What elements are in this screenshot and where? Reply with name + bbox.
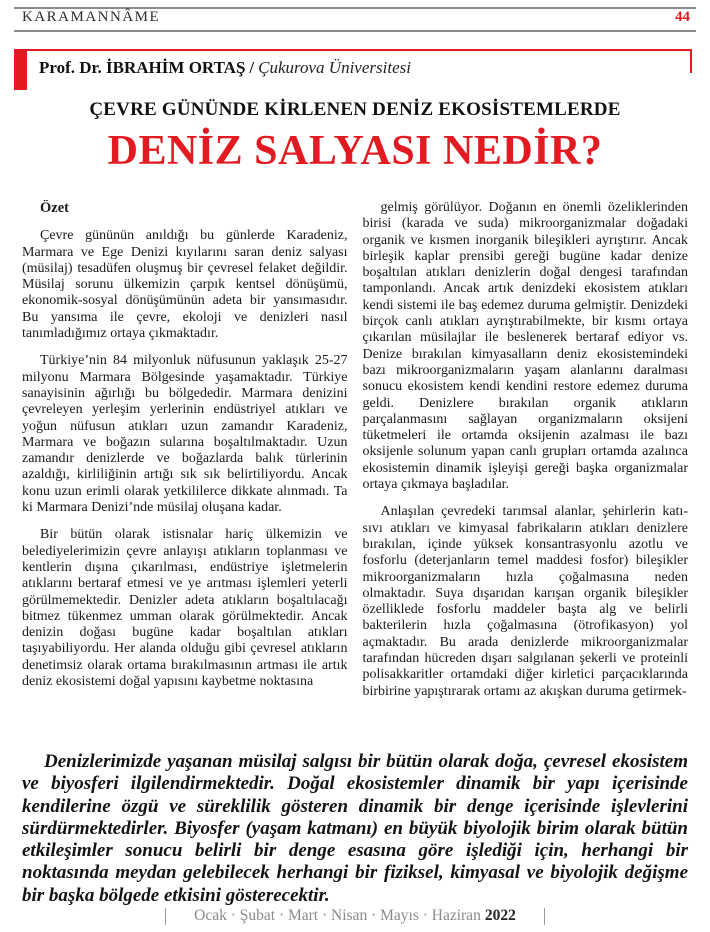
- left-paragraph-3: Bir bütün olarak istisnalar hariç ülkemizin ve belediyelerimizin çevre anlayışı atıkların toplanması ve kentlerin dışına çıkarılması, endüstriye işletmelerin atıklarını bertaraf etmesi ve ye arıtması işlemleri yeterli görülmemektedir. Denizler adeta atıkların boşaltılacağı bitmez tükenmez umman olarak görülmektedir. Ancak denizin doğası bugüne kadar boşaltılan atıkları taşıyabiliyordu. Her alanda olduğu gibi çevresel atıkların denetimsiz olarak ortama bırakılmasının artması ile artık deniz ekosistemi doğal yapısını kaybetme noktasına: [22, 527, 348, 690]
- footer-right-bar: [544, 908, 545, 925]
- author-separator: /: [249, 58, 255, 77]
- pullquote-paragraph: Denizlerimizde yaşanan müsilaj salgısı bir bütün olarak doğa, çevresel ekosistem ve biyosferi ilgilendirmektedir. Doğal ekosistemler dinamik bir yapı içerisinde kendilerine özgü ve süreklilik gösteren dinamik bir denge içerisinde işlevlerini sürdürmektedirler. Biyosfer (yaşam katmanı) en büyük biyolojik birim olarak bütün etkileşimler sonucu belirli bir denge esasına göre işlediği için, herhangi bir noktasında meydan gelebilecek herhangi bir fiziksel, kimyasal ve biyolojik değişme bir başka bölgede etkisini gösterecektir.: [22, 751, 688, 906]
- masthead-bottom-rule: [14, 30, 696, 32]
- left-paragraph-2: Türkiye’nin 84 milyonluk nüfusunun yaklaşık 25-27 milyonu Marmara Bölgesinde yaşamaktadır. Türkiye sanayisinin ağırlığı bu bölgededir. Marmara denizini çevreleyen yerleşim yerlerinin endüstriyel atıkları ve yoğun nüfusun atıkları uzun zamandır Karadeniz, Marmara ve boğazın sularına boşaltılmaktadır. Uzun zamandır denizlerde ve boğazlarda balık türlerinin azaldığı, kirliliğinin artığı sık sık belirtiliyordu. Ancak konu uzun erimli olarak yetkililerce dikkate alınmadı. Ta ki Marmara Denizi’nde müsilaj oluşana kadar.: [22, 353, 348, 516]
- masthead-title: KARAMANNÂME: [22, 9, 161, 25]
- article-kicker: ÇEVRE GÜNÜNDE KİRLENEN DENİZ EKOSİSTEMLERDE: [89, 99, 621, 120]
- footer-months: Ocak · Şubat · Mart · Nisan · Mayıs · Haziran: [194, 907, 481, 924]
- section-heading-ozet: Özet: [40, 200, 69, 216]
- left-column: [22, 200, 348, 750]
- footer-year: 2022: [484, 907, 516, 924]
- right-paragraph-2: Anlaşılan çevredeki tarımsal alanlar, şehirlerin katı-sıvı atıkları ve kimyasal fabrikaların atıkları denizlere bırakılan, içinde yüksek konsantrasyonlu azotlu ve fosforlu (deterjanların temel maddesi fosfor) bileşikler mikroorganizmaların hızla çoğalmasına neden olmaktadır. Suya dışarıdan karışan organik bileşikler özelliklede fosforlu maddeler başta alg ve belirli bakterilerin hızla çoğalmasına (ötrofikasyon) yol açmaktadır. Bu arada denizlerde mikroorganizmalar tarafından hücreden dışarı salgılanan şekerli ve proteinli polisakkaritler ortamdaki diğer kirletici parçacıklarında birbirine yapıştırarak ortamı az akışkan duruma getirmek-: [362, 504, 688, 699]
- masthead: [22, 9, 690, 26]
- author-accent-block: [14, 49, 27, 90]
- article-title: DENİZ SALYASI NEDİR?: [107, 128, 603, 174]
- page-footer: [0, 907, 710, 925]
- author-byline: [39, 58, 411, 78]
- author-name: Prof. Dr. İBRAHİM ORTAŞ: [39, 58, 246, 77]
- article-body: [22, 200, 688, 750]
- author-affiliation: Çukurova Üniversitesi: [258, 58, 411, 77]
- author-bar: [14, 49, 692, 90]
- footer-left-bar: [165, 908, 166, 925]
- right-paragraph-1: gelmiş görülüyor. Doğanın en önemli özeliklerinden birisi (karada ve suda) mikroorganizmalar doğadaki organik ve kısmen inorganik bileşikleri ayrıştırır. Ancak birleşik kaplar prensibi gereği bugüne kadar denize boşaltılan atıkları denizlerin doğal dengesi tarafından tamponlandı. Ancak artık denizdeki ekosistem atıkları kendi sistemi ile baş edemez duruma gelmiştir. Denizdeki birçok canlı atıkları ayrıştırabilmekte, bir kısmı ortaya çıkarılan müsilajlar ile beslenerek bertaraf ediyor vs. Denize bırakılan kimyasalların deniz ekosistemindeki bazı mikroorganizmaların yaşam alanlarını daralması sonucu ekosistem kendi kendini restore edemez duruma geldi. Denizlere bırakılan organik atıkların parçalanmasını sağlayan organizmaların oksijeni tüketmeleri ile ortamda oksijenin azalması ile bazı oksijenle solunum yapan canlı grupları ortamda azalınca ekosistemin dinamik işleyişi gereği başka organizmalar ortaya çıkmaya başladılar.: [362, 200, 688, 493]
- page-number: 44: [675, 9, 690, 25]
- left-paragraph-1: Çevre gününün anıldığı bu günlerde Karadeniz, Marmara ve Ege Denizi kıyılarını saran deniz salyası (müsilaj) tesadüfen oluşmuş bir çevresel felaket değildir. Müsilaj sorunu ülkemizin çarpık kentsel dönüşümü, ekonomik-sosyal dönüşümünün adeta bir yansımasıdır. Bu yansıma ile çevre, ekoloji ve denizleri nasıl tanımladığımız ortaya çıkmaktadır.: [22, 228, 348, 342]
- right-column: [363, 200, 689, 750]
